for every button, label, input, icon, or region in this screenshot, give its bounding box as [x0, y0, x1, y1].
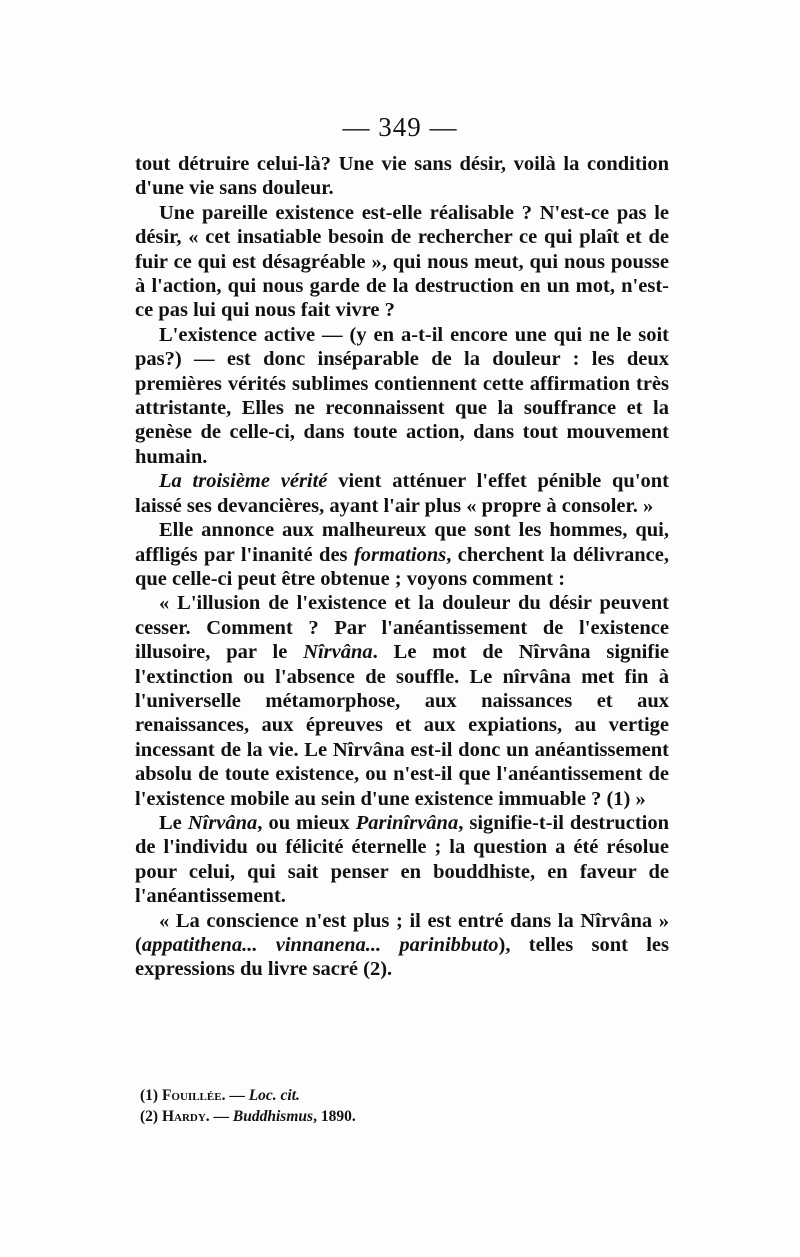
italic-text: La troisième vérité	[159, 470, 328, 493]
text-run: (2)	[140, 1108, 162, 1125]
italic-text: formations	[353, 543, 447, 566]
text-run: vient atténuer l'effet pénible qu'ont laissé ses devancières, ayant l'air plus « propre à consoler. »	[135, 470, 670, 517]
italic-text: Nîrvâna	[303, 641, 373, 664]
text-run: Elle annonce aux malheureux que sont les hommes, qui, affligés par l'inanité des	[135, 519, 669, 566]
text-run: . —	[205, 1108, 233, 1125]
paragraph	[135, 909, 669, 982]
body-text	[135, 152, 669, 982]
text-run: Une pareille existence est-elle réalisable ? N'est-ce pas le désir, « cet insatiable besoin de rechercher ce qui plaît et de fuir ce qui est désagréable », qui nous meut, qui nous pousse à l'action, qui nous garde de la destruction en un mot, n'est-ce pas lui qui nous fait vivre ?	[135, 201, 669, 322]
text-run: , ou mieux	[257, 811, 356, 834]
paragraph	[135, 323, 669, 469]
text-run: « La conscience n'est plus ; il est entré dans la Nîrvâna » (	[135, 909, 669, 956]
text-run: (1)	[140, 1087, 162, 1104]
author-name: Hardy	[161, 1108, 206, 1125]
author-name: Fouillée	[161, 1087, 222, 1104]
paragraph	[135, 811, 669, 909]
italic-text: Buddhismus	[232, 1108, 314, 1125]
text-run: . Le mot de Nîrvâna signifie l'extinction ou l'absence de souffle. Le nîrvâna met fin à l'universelle métamorphose, aux naissances et aux renaissances, aux épreuves et aux expiations, au vertige incessant de la vie. Le Nîrvâna est-il donc un anéantissement absolu de toute existence, ou n'est-il que l'anéantissement de l'existence mobile au sein d'une existence immuable ? (1) »	[135, 641, 669, 810]
paragraph	[135, 201, 669, 323]
italic-text: Parinîrvâna	[355, 811, 459, 834]
page-number: — 349 —	[342, 112, 458, 142]
paragraph	[135, 152, 669, 201]
italic-text: appatithena... vinnanena... parinibbuto	[141, 934, 499, 956]
text-run: , 1890.	[313, 1108, 356, 1125]
italic-text: Loc. cit.	[248, 1087, 300, 1104]
paragraph	[135, 469, 669, 518]
text-run: , cherchent la délivrance, que celle-ci peut être obtenue ; voyons comment :	[135, 543, 669, 590]
text-run: « L'illusion de l'existence et la douleur du désir peuvent cesser. Comment ? Par l'anéantissement de l'existence illusoire, par le	[135, 592, 669, 664]
italic-text: Nîrvâna	[187, 811, 258, 834]
text-run: , signifie-t-il destruction de l'individu ou félicité éternelle ; la question a été résolue pour celui, qui sait penser en bouddhiste, en faveur de l'anéantissement.	[135, 811, 669, 908]
paragraph	[135, 591, 669, 811]
text-run: Le	[159, 811, 188, 834]
text-run: ), telles sont les expressions du livre sacré (2).	[135, 934, 669, 981]
text-run: L'existence active — (y en a-t-il encore une qui ne le soit pas?) — est donc inséparable de la douleur : les deux premières vérités sublimes contiennent cette affirmation très attristante, Elles ne reconnaissent que la souffrance et la genèse de celle-ci, dans toute action, dans tout mouvement humain.	[135, 323, 669, 468]
footnote	[140, 1085, 660, 1106]
footnote	[140, 1106, 660, 1127]
footnotes	[140, 1085, 660, 1127]
text-run: tout détruire celui-là? Une vie sans désir, voilà la condition d'une vie sans douleur.	[135, 153, 669, 200]
paragraph	[135, 518, 669, 591]
text-run: . —	[221, 1087, 249, 1104]
